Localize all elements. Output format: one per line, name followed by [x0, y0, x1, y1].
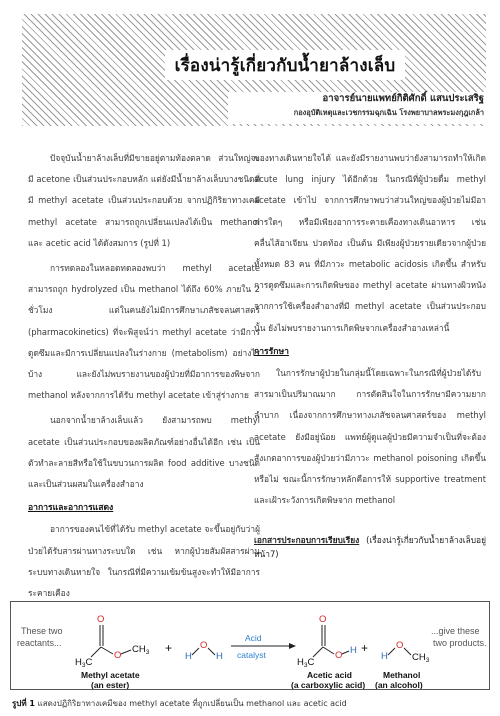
- caption-label: รูปที่ 1: [12, 699, 35, 708]
- heading-symptoms: อาการและอาการแสดง: [28, 503, 114, 514]
- heading-treatment: การรักษา: [254, 346, 289, 357]
- reference-note: [254, 533, 486, 561]
- paragraph-other-products: นอกจากน้ำยาล้างเล็บแล้ว ยังสามารถพบ methyl acetate เป็นส่วนประกอบของผลิตภัณฑ์อย่างอื่นได้อีก เช่น เป็นตัวทำละลายสีหรือใช้ในขบวนการผลิต food additive บางชนิด และเป็นส่วนผสมในเครื่องสำอาง: [28, 415, 260, 490]
- right-note-line-1: ...give these: [431, 626, 480, 636]
- paragraph-symptoms-continued: ของทางเดินหายใจได้ และยังมีรายงานพบว่ายังสามารถทำให้เกิด acute lung injury ได้อีกด้วย ในกรณีที่ผู้ป่วยดื่ม methyl acetate เข้าไป จากการศึกษาพบว่าส่วนใหญ่ของผู้ป่วยไม่มีอาการใดๆ หรือมีเพียงอาการระคายเคืองทางเดินอาหาร เช่น คลื่นไส้อาเจียน ปวดท้อง เป็นต้น มีเพียงผู้ป่วยรายเดียวจากผู้ป่วยทั้งหมด 83 คน ที่มีภาวะ metabolic acidosis เกิดขึ้น สำหรับการดูดซึมและการเกิดพิษของ methyl acetate ผ่านทางผิวหนังจากการใช้เครื่องสำอางที่มี methyl acetate เป็นส่วนประกอบนั้น ยังไม่พบรายงานการเกิดพิษจากเครื่องสำอางเหล่านี้: [254, 153, 486, 333]
- methanol-molecule: [375, 640, 430, 689]
- plus-sign-reactants: +: [165, 641, 173, 655]
- catalyst-label-line-1: Acid: [245, 633, 262, 643]
- methyl-acetate-carbonyl-o: O: [97, 614, 105, 625]
- reference-label: เอกสารประกอบการเรียบเรียง: [254, 535, 360, 546]
- acetic-acid-h3c: $H_3C$: [297, 657, 315, 669]
- methanol-hydrogen: H: [381, 651, 388, 662]
- methyl-acetate-h3c: $H_3C$: [75, 657, 93, 669]
- methyl-acetate-class: (an ester): [91, 680, 130, 689]
- left-note-line-2: reactants...: [17, 638, 62, 648]
- water-oxygen: O: [200, 640, 208, 651]
- acetic-acid-carbonyl-o: O: [319, 614, 327, 625]
- reaction-arrow: [231, 633, 296, 660]
- acetic-acid-hydroxyl-h: H: [350, 645, 357, 656]
- paragraph-experiment: การทดลองในหลอดทดลองพบว่า methyl acetate สามารถถูก hydrolyzed เป็น methanol ได้ถึง 60% ภายใน 2 ชั่วโมง แต่ในคนยังไม่มีการศึกษาเภสัชจลนศาสตร์ (pharmacokinetics) ที่จะพิสูจน์ว่า methyl acetate ว่ามีการดูดซึมและมีการเปลี่ยนแปลงในร่างกาย (metabolism) อย่างไรบ้าง และยังไม่พบรายงานของผู้ป่วยที่มีอาการของพิษจาก methanol หลังจากการได้รับ methyl acetate เข้าสู่ร่างกาย: [28, 263, 260, 401]
- caption-text: แสดงปฏิกิริยาทางเคมีของ methyl acetate ที่ถูกเปลี่ยนเป็น methanol และ acetic acid: [37, 699, 347, 708]
- author-name: อาจารย์นายแพทย์กิติศักดิ์ แสนประเสริฐ: [322, 93, 484, 104]
- water-molecule: [185, 640, 223, 662]
- acetic-acid-label: Acetic acid: [307, 670, 352, 680]
- reaction-figure: [10, 601, 490, 690]
- author-block: [228, 92, 486, 124]
- acetic-acid-molecule: [291, 614, 365, 689]
- title-banner: [22, 14, 486, 126]
- methyl-acetate-molecule: [75, 614, 150, 689]
- acetic-acid-hydroxyl-o: O: [335, 650, 343, 661]
- right-column: [254, 148, 486, 561]
- paragraph-intro: ปัจจุบันน้ำยาล้างเล็บที่มีขายอยู่ตามท้องตลาด ส่วนใหญ่จะมี acetone เป็นส่วนประกอบหลัก แต่ยังมีน้ำยาล้างเล็บบางชนิดที่มี methyl acetate เป็นส่วนประกอบด้วย จากปฏิกิริยาทางเคมี methyl acetate สามารถถูกเปลี่ยนแปลงได้เป็น methanol และ acetic acid ได้ดังสมการ (รูปที่ 1): [28, 153, 260, 248]
- methyl-acetate-label: Methyl acetate: [81, 670, 140, 680]
- methanol-oxygen: O: [396, 640, 404, 651]
- paragraph-treatment: ในการรักษาผู้ป่วยในกลุ่มนี้โดยเฉพาะในกรณีที่ผู้ป่วยได้รับสารมาเป็นปริมาณมาก การตัดสินใจในการรักษามีความยากลำบาก เนื่องจากการศึกษาทางเภสัชจลนศาสตร์ของ methyl acetate ยังมีอยู่น้อย แพทย์ผู้ดูแลผู้ป่วยมีความจำเป็นที่จะต้องสังเกตอาการของผู้ป่วยว่ามีภาวะ methanol poisoning เกิดขึ้นหรือไม่ ขณะนี้การรักษาหลักคือการให้ supportive treatment และเฝ้าระวังการเกิดพิษจาก methanol: [254, 368, 486, 506]
- figure-caption: [12, 697, 347, 710]
- left-column: [28, 148, 260, 604]
- left-note-line-1: These two: [21, 626, 63, 636]
- methanol-ch3: $CH_3$: [412, 652, 430, 664]
- acetic-acid-class: (a carboxylic acid): [291, 680, 366, 689]
- catalyst-label-line-2: catalyst: [237, 650, 266, 660]
- paragraph-symptoms: อาการของคนไข้ที่ได้รับ methyl acetate จะขึ้นอยู่กับว่าผู้ป่วยได้รับสารผ่านทางระบบใด เช่น หากผู้ป่วยสัมผัสสารผ่านระบบทางเดินหายใจ ในกรณีที่มีความเข้มข้นสูงจะทำให้มีอาการระคายเคือง: [28, 524, 260, 599]
- methanol-class: (an alcohol): [375, 680, 423, 689]
- article-title: เรื่องน่ารู้เกี่ยวกับน้ำยาล้างเล็บ: [165, 50, 405, 80]
- author-department: กองอุบัติเหตุและเวชกรรมฉุกเฉิน โรงพยาบาลพระมงกุฎเกล้า: [293, 108, 484, 117]
- right-note-line-2: two products.: [433, 638, 487, 648]
- water-hydrogen-right: H: [216, 651, 223, 662]
- water-hydrogen-left: H: [185, 651, 192, 662]
- methyl-acetate-ch3: $CH_3$: [132, 644, 150, 656]
- reference-text: (เรื่องน่ารู้เกี่ยวกับน้ำยาล้างเล็บอยู่หน้า7): [254, 535, 486, 560]
- methanol-label: Methanol: [383, 670, 421, 680]
- reaction-diagram: [11, 602, 489, 689]
- plus-sign-products: +: [361, 641, 369, 655]
- methyl-acetate-ester-o: O: [114, 650, 122, 661]
